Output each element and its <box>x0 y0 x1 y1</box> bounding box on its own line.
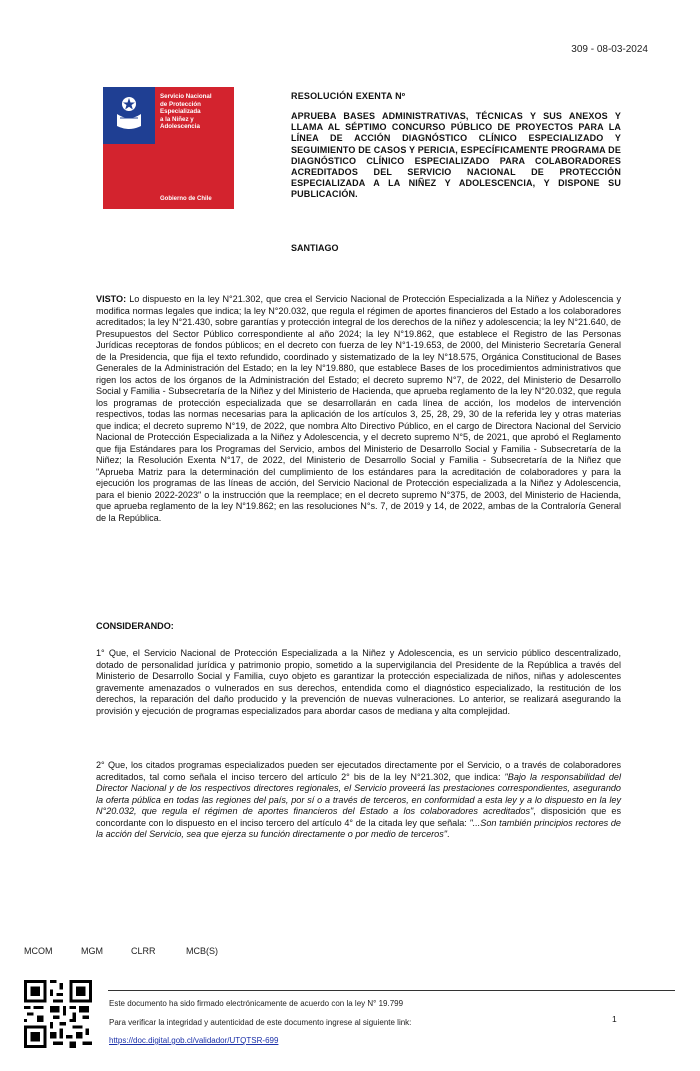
logo-line: Servicio Nacional <box>160 93 212 100</box>
signature-notice: Este documento ha sido firmado electrónicamente de acuerdo con la ley N° 19.799 <box>109 999 404 1008</box>
institution-logo <box>103 87 234 209</box>
logo-line: de Protección <box>160 100 201 108</box>
visto-section <box>96 294 621 524</box>
initials-item: MGM <box>81 946 103 956</box>
initials-item: CLRR <box>131 946 156 956</box>
resolution-subject: APRUEBA BASES ADMINISTRATIVAS, TÉCNICAS Y SUS ANEXOS Y LLAMA AL SÉPTIMO CONCURSO PÚBLICO DE PROYECTOS PARA LA LÍNEA DE ACCIÓN DIAGNÓSTICO CLÍNICO ESPECIALIZADO Y SEGUIMIENTO DE CASOS Y PERICIA, ESPECÍFICAMENTE PROGRAMA DE DIAGNÓSTICO CLÍNICO ESPECIALIZADO PARA COLABORADORES ACREDITADOS DEL SERVICIO NACIONAL DE PROTECCIÓN ESPECIALIZADA A LA NIÑEZ Y ADOLESCENCIA, Y DISPONE SU PUBLICACIÓN. <box>291 111 621 200</box>
legal-quote: "...Son también principios rectores de la acción del Servicio, sea que ejerza su función directamente o por medio de terceros" <box>96 817 621 839</box>
page-number: 1 <box>612 1014 617 1024</box>
visto-label: VISTO: <box>96 294 127 304</box>
considerando-paragraph-1: 1° Que, el Servicio Nacional de Protección Especializada a la Niñez y Adolescencia, es un servicio público descentralizado, dotado de personalidad jurídica y patrimonio propio, sometido a la supervigilancia del Presidente de la República a través del Ministerio de Desarrollo Social y Familia, cuyo objeto es garantizar la protección especializada de niños, niñas y adolescentes gravemente amenazados o vulnerados en sus derechos, entendida como el diagnóstico especializado, la restitución de los derechos, la reparación del daño producido y la prevención de nuevas vulneraciones. Lo anterior, se realizará asegurando la provisión y ejecución de programas especializados para abordar casos de mediana y alta complejidad. <box>96 648 621 716</box>
logo-line: a la Niñez y <box>160 115 194 123</box>
initials-item: MCOM <box>24 946 53 956</box>
logo-text-block <box>155 87 234 209</box>
coat-of-arms-icon <box>111 92 147 132</box>
paragraph-text: . <box>447 829 450 839</box>
initials-item: MCB(S) <box>186 946 218 956</box>
verification-notice: Para verificar la integridad y autenticidad de este documento ingrese al siguiente link: <box>109 1018 412 1027</box>
paragraph-text: , disposición que es concordante con lo dispuesto en el inciso tercero del artículo 4° de la citada ley que señala: <box>96 806 621 828</box>
logo-blue-block <box>103 87 155 144</box>
document-reference: 309 - 08-03-2024 <box>571 44 648 55</box>
verification-link[interactable]: https://doc.digital.gob.cl/validador/UTQTSR-699 <box>109 1036 279 1045</box>
resolution-title: RESOLUCIÓN EXENTA Nº <box>291 91 406 101</box>
qr-code-icon <box>24 980 92 1048</box>
legal-quote: "Bajo la responsabilidad del Director Nacional y de los respectivos directores regionales, el Servicio proveerá las prestaciones correspondientes, asegurando la oferta pública en todas las regiones del país, por sí o a través de terceros, en conformidad a esta ley y a lo dispuesto en la ley N°20.032, que regula el régimen de aportes financieros del Estado a los colaboradores acreditados" <box>96 771 621 816</box>
paragraph-text: 2° Que, los citados programas especializados pueden ser ejecutados directamente por el Servicio, o a través de colaboradores acreditados, tal como señala el inciso tercero del artículo 2° bis de la ley N°21.302, que indica: <box>96 760 621 782</box>
considerando-paragraph-2 <box>96 760 621 841</box>
resolution-place: SANTIAGO <box>291 243 339 253</box>
logo-line: Adolescencia <box>160 123 200 131</box>
footer-divider <box>108 990 675 991</box>
logo-line: Especializada <box>160 108 201 116</box>
visto-text: Lo dispuesto en la ley N°21.302, que crea el Servicio Nacional de Protección Especializada a la Niñez y Adolescencia y modifica normas legales que indica; la ley N°20.032, que regula el régimen de aportes financieros del Estado a los colaboradores acreditados; la ley N°21.430, sobre garantías y protección integral de los derechos de la niñez y adolescencia; la ley N°21.640, de Presupuestos del Sector Público correspondiente al año 2024; la ley N°19.862, que establece el Registro de las Personas Jurídicas receptoras de fondos públicos; en el decreto con fuerza de ley N°1-19.653, de 2000, del Ministerio Secretaría General de la Presidencia, que fija el texto refundido, coordinado y sistematizado de la ley N°18.575, Orgánica Constitucional de Bases Generales de la Administración del Estado; en la ley N°19.880, que establece Bases de los procedimientos administrativos que rigen los actos de los órganos de la Administración del Estado; el decreto supremo N°7, de 2022, del Ministerio de Desarrollo Social y Familia - Subsecretaría de la Niñez y del Ministerio de Hacienda, que aprueba reglamento de la ley N°20.032, que regula los programas de protección especializada que se desarrollarán en cada línea de acción, los modelos de intervención respectivos, todas las normas necesarias para la aplicación de los artículos 3, 25, 28, 29, 30 de la referida ley y otras materias que indica; el decreto supremo N°19, de 2022, que nombra Alto Directivo Público, en el cargo de Directora Nacional del Servicio Nacional de Protección Especializada a la Niñez y Adolescencia, y el decreto supremo N°5, de 2021, que aprobó el Reglamento que fija Estándares para los Programas del Servicio, ambos del Ministerio de Desarrollo Social y Familia - Subsecretaría de la Niñez; la Resolución Exenta N°17, de 2022, del Ministerio de Desarrollo Social y Familia - Subsecretaría de la Niñez que "Aprueba Matriz para la determinación del cumplimiento de los estándares para la acreditación de colaboradores y para la ejecución los programas de las líneas de acción, del Servicio Nacional de Protección especializada a la Niñez y Adolescencia, para el bienio 2022-2023" o la instrucción que la reemplace; en el decreto supremo N°375, de 2003, del Ministerio de Hacienda, que aprueba reglamento de la ley N°19.862; en las resoluciones N°s. 7, de 2019 y 14, de 2022, ambas de la Contraloría General de la República. <box>96 294 621 523</box>
logo-footer: Gobierno de Chile <box>160 196 212 203</box>
considerando-heading: CONSIDERANDO: <box>96 621 174 631</box>
